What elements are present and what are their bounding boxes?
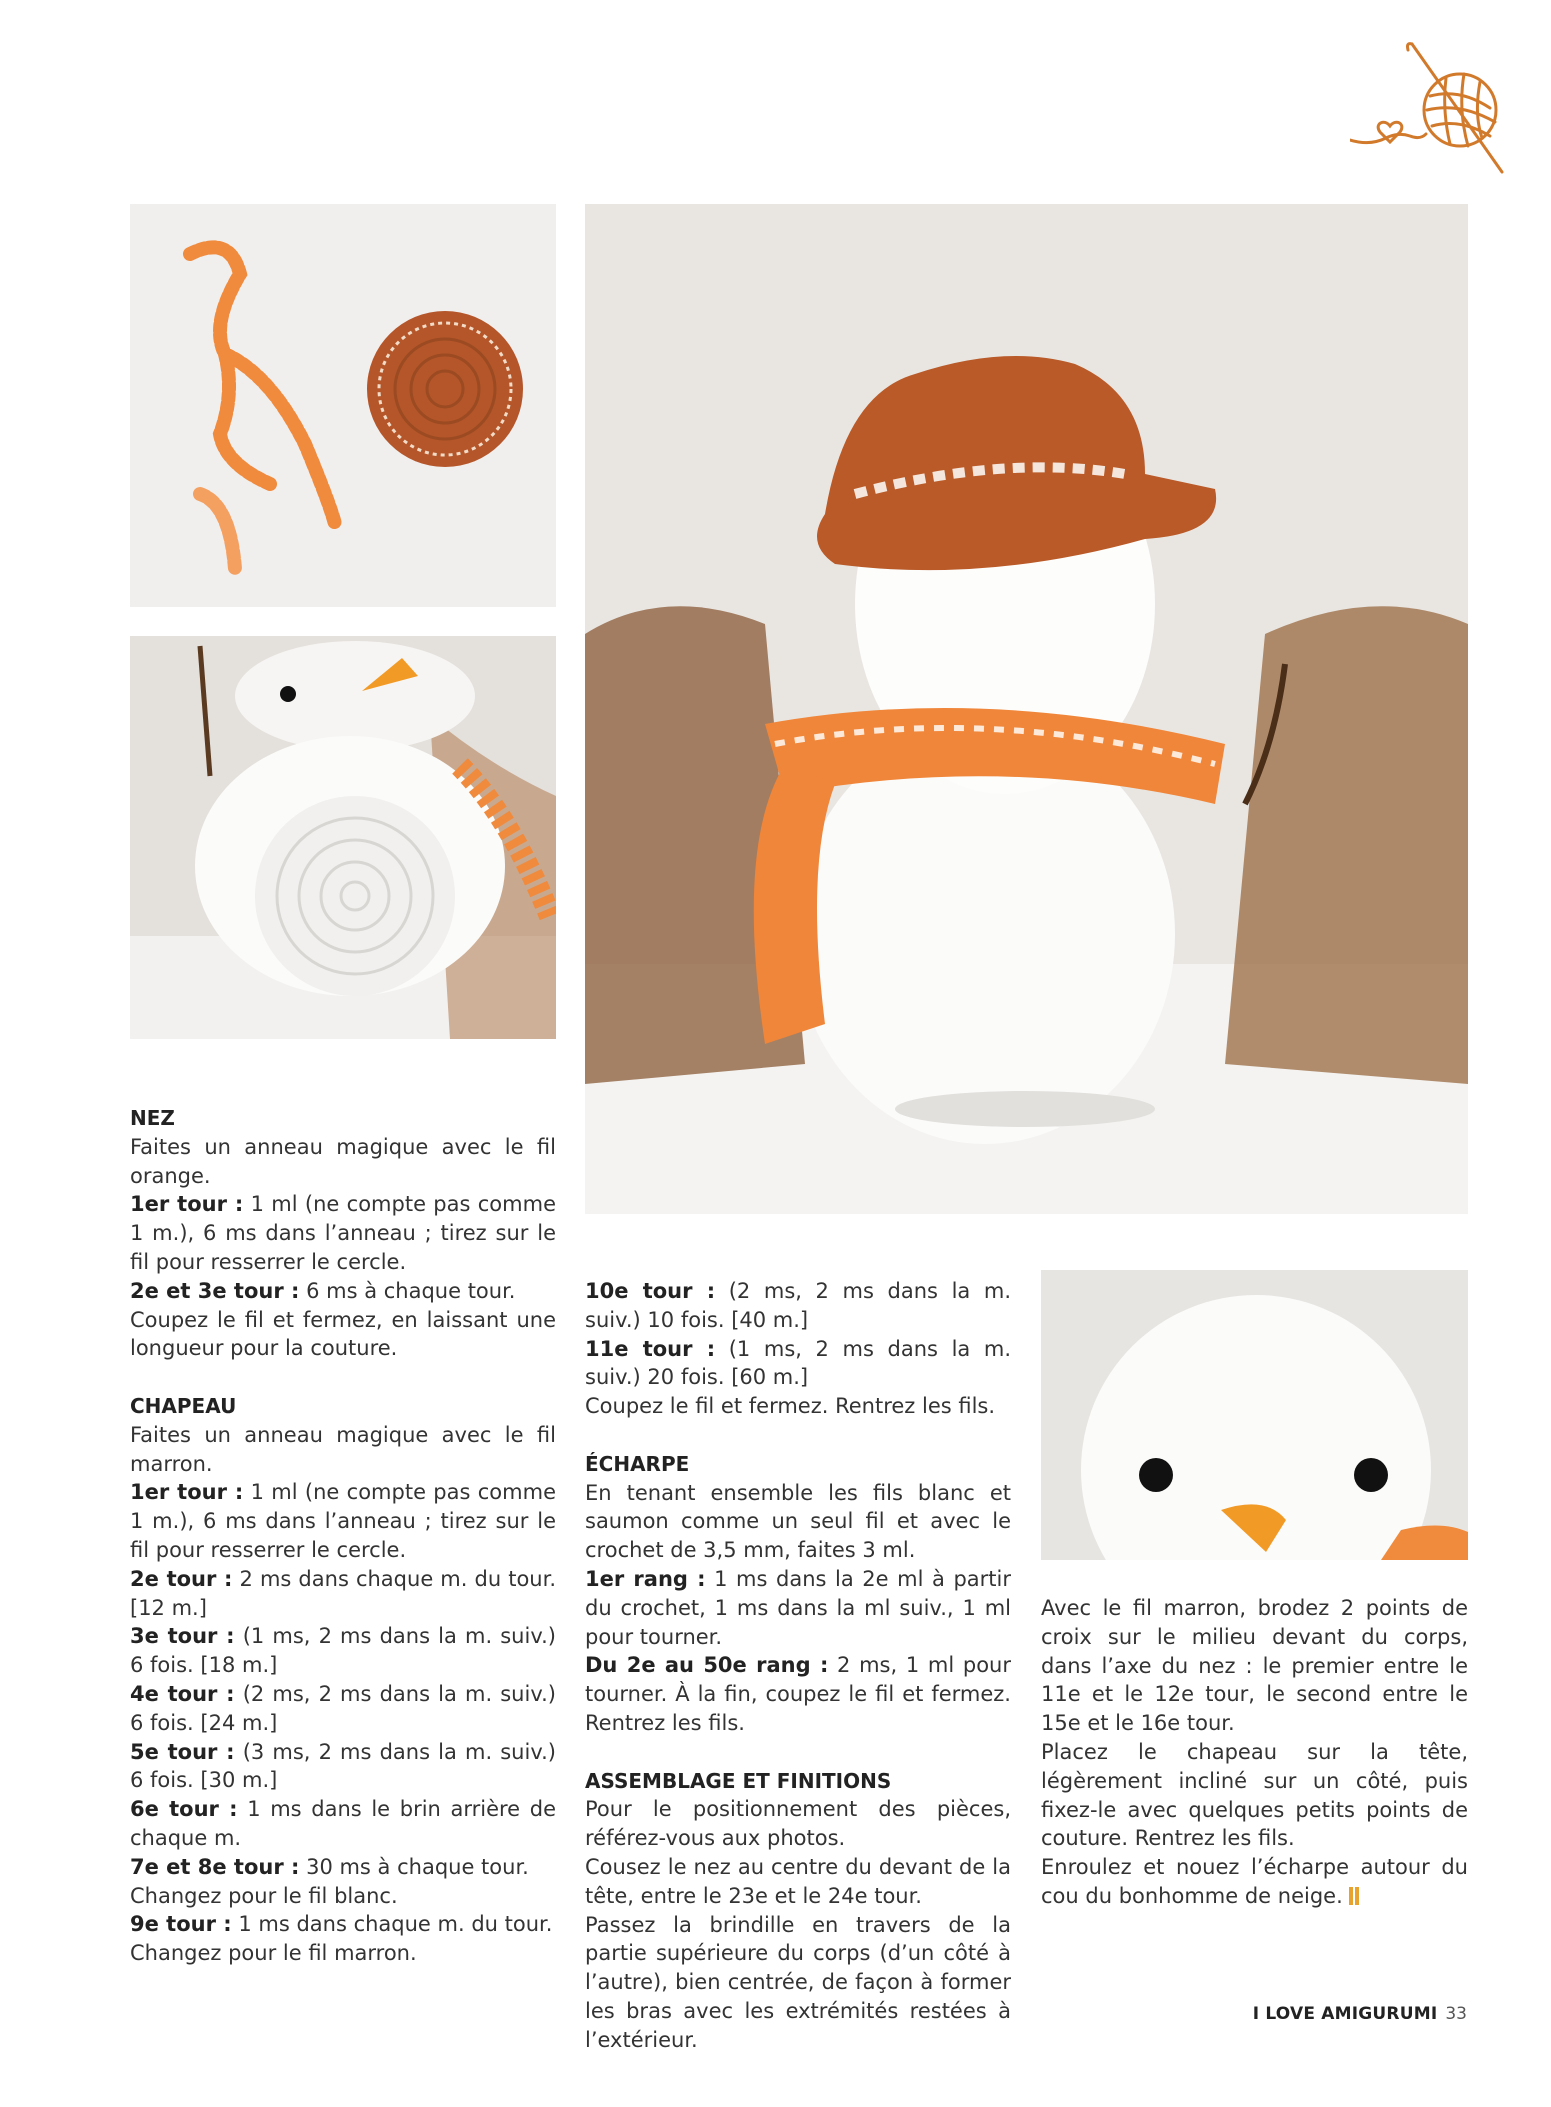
chapeau-row-10 (585, 1277, 1011, 1335)
page-footer (1253, 2004, 1467, 2024)
row-text: 2 ms, 1 ml pour tourner. À la fin, coupez le fil et fermez. Rentrez les fils. (585, 1653, 1011, 1735)
row-label: 9e tour : (130, 1912, 232, 1937)
main-snowman-photo (585, 204, 1468, 1214)
chapeau-change-white: Changez pour le fil blanc. (130, 1883, 398, 1908)
section-title-chapeau: CHAPEAU (130, 1393, 237, 1418)
row-label: 11e tour : (585, 1336, 716, 1361)
row-text: (2 ms, 2 ms dans la m. suiv.) 10 fois. [40 m.] (585, 1279, 1011, 1332)
row-text: 1 ms dans le brin arrière de chaque m. (130, 1797, 556, 1850)
row-label: 5e tour : (130, 1739, 235, 1764)
row-text: 1 ml (ne compte pas comme 1 m.), 6 ms dans l’anneau ; tirez sur le fil pour resserrer le cercle. (130, 1480, 556, 1562)
row-label: 6e tour : (130, 1797, 238, 1822)
row-label: Du 2e au 50e rang : (585, 1653, 829, 1678)
chapeau-row-11 (585, 1335, 1011, 1393)
assemblage-p3: Passez la brindille en travers de la partie supérieure du corps (d’un côté à l’autre), bien centrée, de façon à former les bras avec les extrémités restées à l’extérieur. (585, 1912, 1011, 2052)
chapeau-row-1 (130, 1478, 556, 1564)
row-text: (3 ms, 2 ms dans la m. suiv.) 6 fois. [30 m.] (130, 1739, 556, 1793)
assemblage-p4: Avec le fil marron, brodez 2 points de croix sur le milieu devant du corps, dans l’axe du nez : le premier entre le 11e et le 12e tour, le second entre le 15e et le 16e tour. (1041, 1596, 1468, 1736)
assemblage-p1: Pour le positionnement des pièces, référez-vous aux photos. (585, 1797, 1011, 1851)
row-label: 1er tour : (130, 1192, 244, 1217)
row-label: 1er rang : (585, 1566, 706, 1591)
row-text: (2 ms, 2 ms dans la m. suiv.) 6 fois. [24 m.] (130, 1681, 556, 1735)
yarn-ball-logo-icon (1350, 38, 1520, 178)
snowman-bottom-photo (130, 636, 556, 1039)
assemblage-p6: Enroulez et nouez l’écharpe autour du cou du bonhomme de neige. (1041, 1855, 1468, 1908)
row-label: 1er tour : (130, 1480, 244, 1505)
left-text-column (130, 1104, 556, 1968)
echarpe-intro: En tenant ensemble les fils blanc et saumon comme un seul fil et avec le crochet de 3,5 mm, faites 3 ml. (585, 1480, 1011, 1563)
nez-row-2 (130, 1277, 556, 1306)
chapeau-row-5 (130, 1738, 556, 1796)
chapeau-row-7 (130, 1853, 556, 1882)
nez-outro: Coupez le fil et fermez, en laissant une longueur pour la couture. (130, 1307, 556, 1361)
middle-text-column (585, 1277, 1011, 2055)
row-text: 30 ms à chaque tour. (299, 1854, 529, 1879)
magazine-name: I LOVE AMIGURUMI (1252, 2004, 1438, 2024)
section-title-echarpe: ÉCHARPE (585, 1451, 690, 1476)
right-text-column (1041, 1594, 1468, 1911)
row-text: (1 ms, 2 ms dans la m. suiv.) 6 fois. [18 m.] (130, 1624, 556, 1678)
row-label: 3e tour : (130, 1624, 235, 1649)
row-text: 6 ms à chaque tour. (299, 1278, 516, 1303)
row-label: 7e et 8e tour : (130, 1854, 300, 1879)
row-text: 1 ml (ne compte pas comme 1 m.), 6 ms dans l’anneau ; tirez sur le fil pour resserrer le cercle. (130, 1192, 556, 1274)
chapeau-row-3 (130, 1622, 556, 1680)
snowman-face-photo (1041, 1270, 1468, 1560)
chapeau-change-brown: Changez pour le fil marron. (130, 1941, 417, 1966)
assemblage-p6-container (1041, 1853, 1468, 1911)
chapeau-outro: Coupez le fil et fermez. Rentrez les fils. (585, 1394, 996, 1419)
chapeau-row-9 (130, 1910, 556, 1939)
assemblage-p2: Cousez le nez au centre du devant de la tête, entre le 23e et le 24e tour. (585, 1854, 1011, 1908)
row-text: (1 ms, 2 ms dans la m. suiv.) 20 fois. [60 m.] (585, 1336, 1011, 1390)
row-label: 2e tour : (130, 1566, 233, 1591)
echarpe-row-2-50 (585, 1651, 1011, 1737)
echarpe-row-1 (585, 1565, 1011, 1651)
chapeau-intro: Faites un anneau magique avec le fil marron. (130, 1422, 556, 1476)
chapeau-row-6 (130, 1795, 556, 1853)
end-mark-icon (1349, 1887, 1359, 1905)
page-number: 33 (1445, 2004, 1467, 2024)
row-label: 2e et 3e tour : (130, 1278, 300, 1303)
row-text: 1 ms dans chaque m. du tour. (231, 1912, 553, 1937)
row-text: 2 ms dans chaque m. du tour. [12 m.] (130, 1566, 556, 1620)
section-title-nez: NEZ (130, 1106, 175, 1130)
chapeau-row-2 (130, 1565, 556, 1623)
scarf-and-hat-photo (130, 204, 556, 607)
chapeau-row-4 (130, 1680, 556, 1738)
row-label: 10e tour : (585, 1279, 716, 1303)
assemblage-p5: Placez le chapeau sur la tête, légèrement incliné sur un côté, puis fixez-le avec quelques petits points de couture. Rentrez les fils. (1041, 1739, 1468, 1851)
nez-row-1 (130, 1190, 556, 1276)
nez-intro: Faites un anneau magique avec le fil orange. (130, 1134, 556, 1188)
section-title-assemblage: ASSEMBLAGE ET FINITIONS (585, 1768, 892, 1793)
row-text: 1 ms dans la 2e ml à partir du crochet, 1 ms dans la ml suiv., 1 ml pour tourner. (585, 1566, 1011, 1649)
row-label: 4e tour : (130, 1681, 235, 1706)
